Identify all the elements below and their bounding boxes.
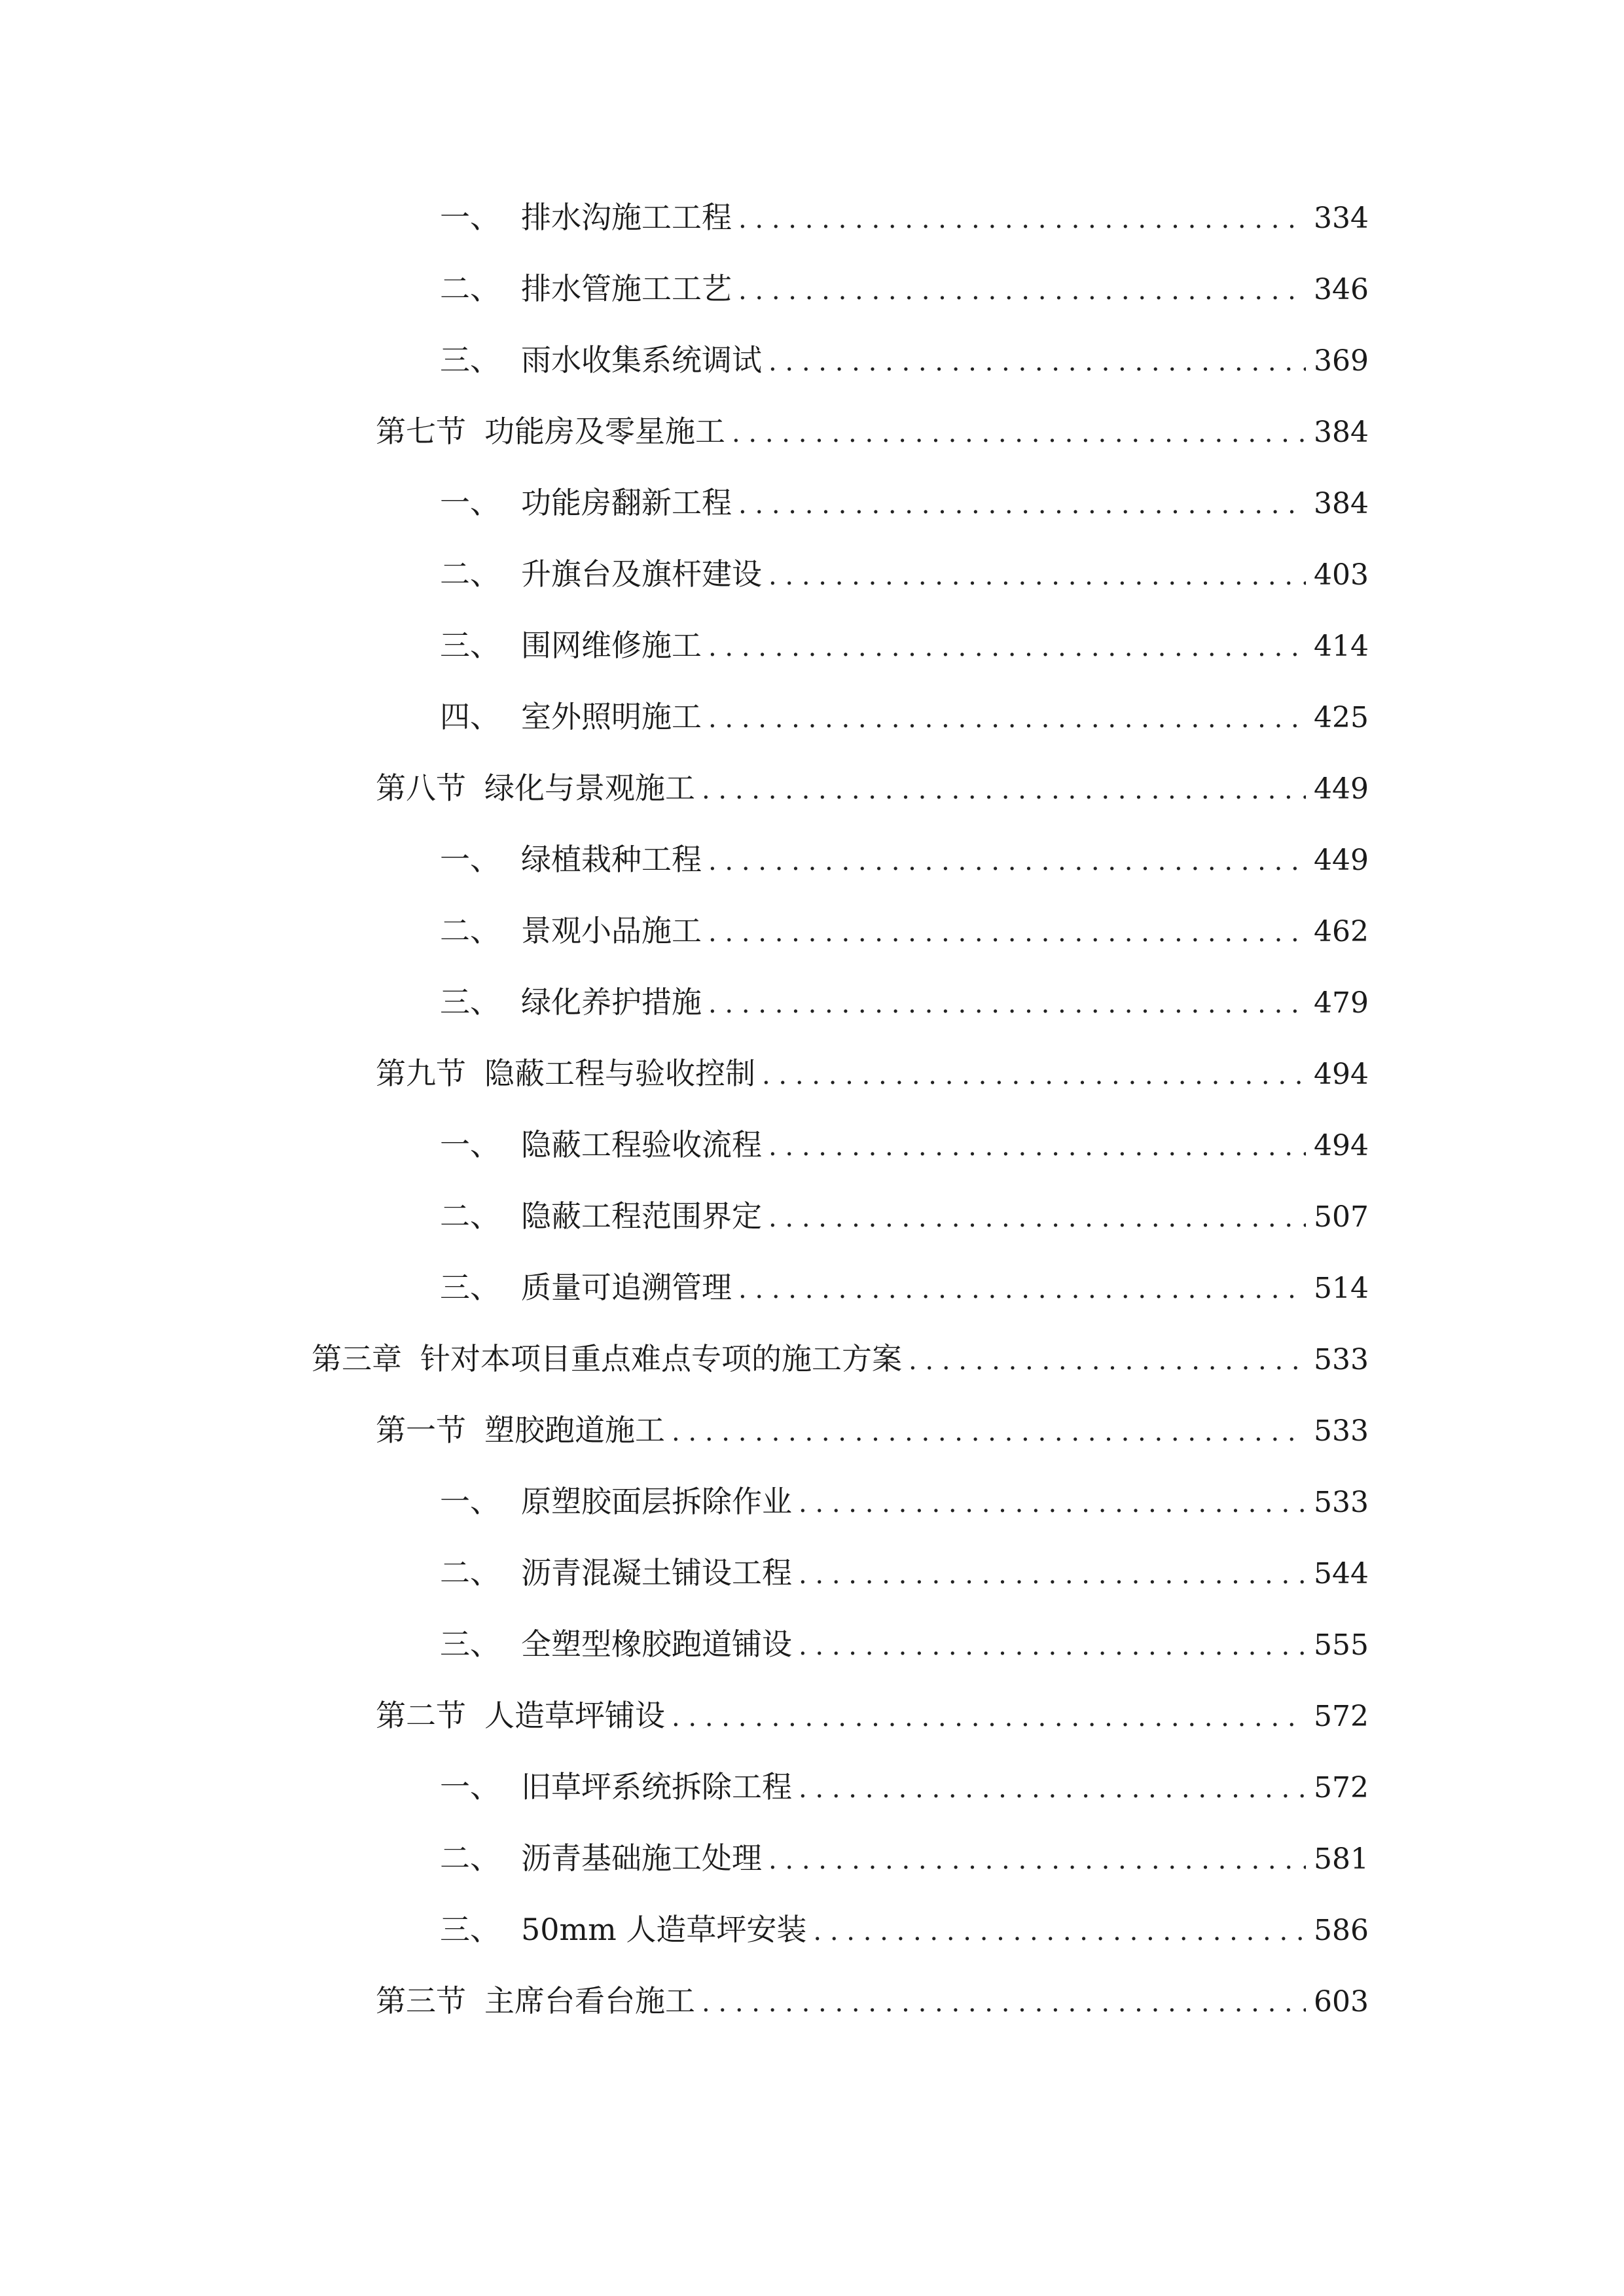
toc-entry-page: 533 (1314, 1343, 1369, 1376)
toc-entry-page: 533 (1314, 1414, 1369, 1448)
toc-entry-marker: 三、 (440, 628, 500, 663)
toc-entry-marker: 第二节 (376, 1698, 466, 1733)
toc-entry-page: 425 (1314, 701, 1369, 734)
toc-entry[interactable] (376, 1407, 1369, 1453)
dot-leader (702, 1980, 1306, 2026)
dot-leader (738, 196, 1306, 242)
dot-leader (909, 1338, 1306, 1384)
toc-entry[interactable] (440, 836, 1369, 882)
toc-entry-page: 369 (1314, 344, 1369, 378)
toc-entry-title: 排水沟施工工程 (521, 200, 732, 235)
dot-leader (702, 767, 1306, 813)
toc-entry-title: 沥青基础施工处理 (521, 1840, 762, 1876)
dot-leader (738, 268, 1306, 314)
toc-entry-marker: 二、 (440, 556, 500, 592)
toc-entry-page: 586 (1314, 1914, 1369, 1947)
toc-entry-title: 主席台看台施工 (484, 1983, 695, 2018)
toc-entry-marker: 第一节 (376, 1412, 466, 1448)
toc-entry-marker: 三、 (440, 984, 500, 1020)
toc-entry[interactable] (440, 1479, 1369, 1524)
toc-entry-marker: 四、 (440, 699, 500, 734)
toc-entry-title: 隐蔽工程验收流程 (521, 1127, 762, 1162)
toc-entry-page: 449 (1314, 772, 1369, 806)
toc-entry-marker: 二、 (440, 1198, 500, 1234)
dot-leader (768, 339, 1306, 385)
dot-leader (799, 1623, 1306, 1669)
toc-entry-page: 544 (1314, 1557, 1369, 1590)
toc-entry-marker: 一、 (440, 1127, 500, 1162)
toc-entry-marker: 二、 (440, 1555, 500, 1590)
toc-entry[interactable] (376, 1978, 1369, 2024)
toc-entry-title: 绿植栽种工程 (521, 842, 702, 877)
toc-entry[interactable] (312, 1336, 1369, 1382)
toc-entry-title: 排水管施工工艺 (521, 271, 732, 306)
toc-entry[interactable] (440, 979, 1369, 1025)
toc-entry-title: 景观小品施工 (521, 913, 702, 948)
toc-entry[interactable] (440, 1907, 1369, 1952)
toc-entry-marker: 三、 (440, 1626, 500, 1662)
toc-entry-marker: 三、 (440, 1912, 500, 1947)
dot-leader (672, 1695, 1306, 1740)
toc-entry[interactable] (440, 1764, 1369, 1810)
toc-entry-title: 隐蔽工程与验收控制 (484, 1056, 755, 1091)
dot-leader (738, 482, 1306, 528)
toc-entry-marker: 第七节 (376, 414, 466, 449)
toc-entry[interactable] (440, 266, 1369, 312)
toc-entry-page: 514 (1314, 1272, 1369, 1305)
toc-entry[interactable] (376, 1050, 1369, 1096)
toc-entry[interactable] (440, 622, 1369, 668)
toc-entry[interactable] (376, 408, 1369, 454)
toc-entry-marker: 一、 (440, 842, 500, 877)
toc-entry-page: 572 (1314, 1771, 1369, 1804)
toc-entry-page: 507 (1314, 1200, 1369, 1234)
toc-entry-marker: 第九节 (376, 1056, 466, 1091)
dot-leader (768, 553, 1306, 599)
toc-entry-page: 603 (1314, 1985, 1369, 2018)
dot-leader (672, 1409, 1306, 1455)
toc-entry-title: 针对本项目重点难点专项的施工方案 (420, 1341, 902, 1376)
dot-leader (708, 838, 1306, 884)
dot-leader (768, 1837, 1306, 1883)
dot-leader (768, 1124, 1306, 1170)
toc-entry-title: 室外照明施工 (521, 699, 702, 734)
toc-entry-title: 升旗台及旗杆建设 (521, 556, 762, 592)
toc-entry-title: 质量可追溯管理 (521, 1270, 732, 1305)
toc-entry-marker: 第八节 (376, 770, 466, 806)
toc-entry-page: 555 (1314, 1628, 1369, 1662)
toc-entry-marker: 二、 (440, 1840, 500, 1876)
toc-entry-page: 384 (1314, 416, 1369, 449)
toc-entry[interactable] (440, 1621, 1369, 1667)
toc-entry-title: 围网维修施工 (521, 628, 702, 663)
toc-entry[interactable] (440, 337, 1369, 383)
toc-entry-marker: 二、 (440, 271, 500, 306)
dot-leader (813, 1909, 1306, 1954)
toc-entry-title: 旧草坪系统拆除工程 (521, 1769, 792, 1804)
toc-entry[interactable] (440, 1835, 1369, 1881)
toc-entry[interactable] (440, 1193, 1369, 1239)
toc-entry[interactable] (440, 694, 1369, 740)
toc-entry-title: 50mm 人造草坪安装 (521, 1912, 807, 1947)
dot-leader (799, 1480, 1306, 1526)
toc-entry-page: 479 (1314, 986, 1369, 1020)
dot-leader (799, 1552, 1306, 1598)
toc-entry[interactable] (440, 1122, 1369, 1168)
toc-entry[interactable] (440, 194, 1369, 240)
toc-entry-marker: 一、 (440, 1484, 500, 1519)
toc-entry-page: 449 (1314, 844, 1369, 877)
toc-entry-marker: 一、 (440, 485, 500, 520)
toc-entry[interactable] (440, 1550, 1369, 1596)
toc-entry-page: 462 (1314, 915, 1369, 948)
dot-leader (708, 696, 1306, 742)
toc-entry-title: 雨水收集系统调试 (521, 342, 762, 378)
dot-leader (768, 1195, 1306, 1241)
dot-leader (762, 1052, 1306, 1098)
dot-leader (738, 1266, 1306, 1312)
dot-leader (732, 410, 1306, 456)
toc-entry-marker: 第三章 (312, 1341, 402, 1376)
toc-entry-page: 403 (1314, 558, 1369, 592)
toc-entry[interactable] (440, 551, 1369, 597)
toc-entry-title: 绿化养护措施 (521, 984, 702, 1020)
dot-leader (708, 981, 1306, 1027)
toc-entry-page: 346 (1314, 273, 1369, 306)
toc-entry-marker: 一、 (440, 1769, 500, 1804)
toc-entry-page: 533 (1314, 1486, 1369, 1519)
dot-leader (708, 624, 1306, 670)
toc-entry-page: 384 (1314, 487, 1369, 520)
toc-entry-page: 494 (1314, 1058, 1369, 1091)
toc-entry-title: 塑胶跑道施工 (484, 1412, 665, 1448)
toc-entry-marker: 三、 (440, 342, 500, 378)
toc-entry-marker: 第三节 (376, 1983, 466, 2018)
toc-entry-page: 572 (1314, 1700, 1369, 1733)
toc-entry-page: 581 (1314, 1842, 1369, 1876)
toc-entry-title: 沥青混凝土铺设工程 (521, 1555, 792, 1590)
toc-entry[interactable] (440, 480, 1369, 526)
toc-entry[interactable] (440, 908, 1369, 954)
toc-entry-page: 334 (1314, 202, 1369, 235)
toc-entry-title: 隐蔽工程范围界定 (521, 1198, 762, 1234)
toc-entry-title: 功能房及零星施工 (484, 414, 725, 449)
toc-entry-page: 414 (1314, 630, 1369, 663)
toc-entry-page: 494 (1314, 1129, 1369, 1162)
toc-entry-title: 全塑型橡胶跑道铺设 (521, 1626, 792, 1662)
toc-entry-marker: 三、 (440, 1270, 500, 1305)
toc-entry-marker: 一、 (440, 200, 500, 235)
toc-entry[interactable] (440, 1265, 1369, 1310)
toc-entry-title: 功能房翻新工程 (521, 485, 732, 520)
toc-entry[interactable] (376, 1693, 1369, 1738)
toc-entry-title: 绿化与景观施工 (484, 770, 695, 806)
toc-entry-title: 原塑胶面层拆除作业 (521, 1484, 792, 1519)
dot-leader (708, 910, 1306, 956)
toc-entry-title: 人造草坪铺设 (484, 1698, 665, 1733)
toc-entry[interactable] (376, 765, 1369, 811)
toc-entry-marker: 二、 (440, 913, 500, 948)
dot-leader (799, 1766, 1306, 1812)
